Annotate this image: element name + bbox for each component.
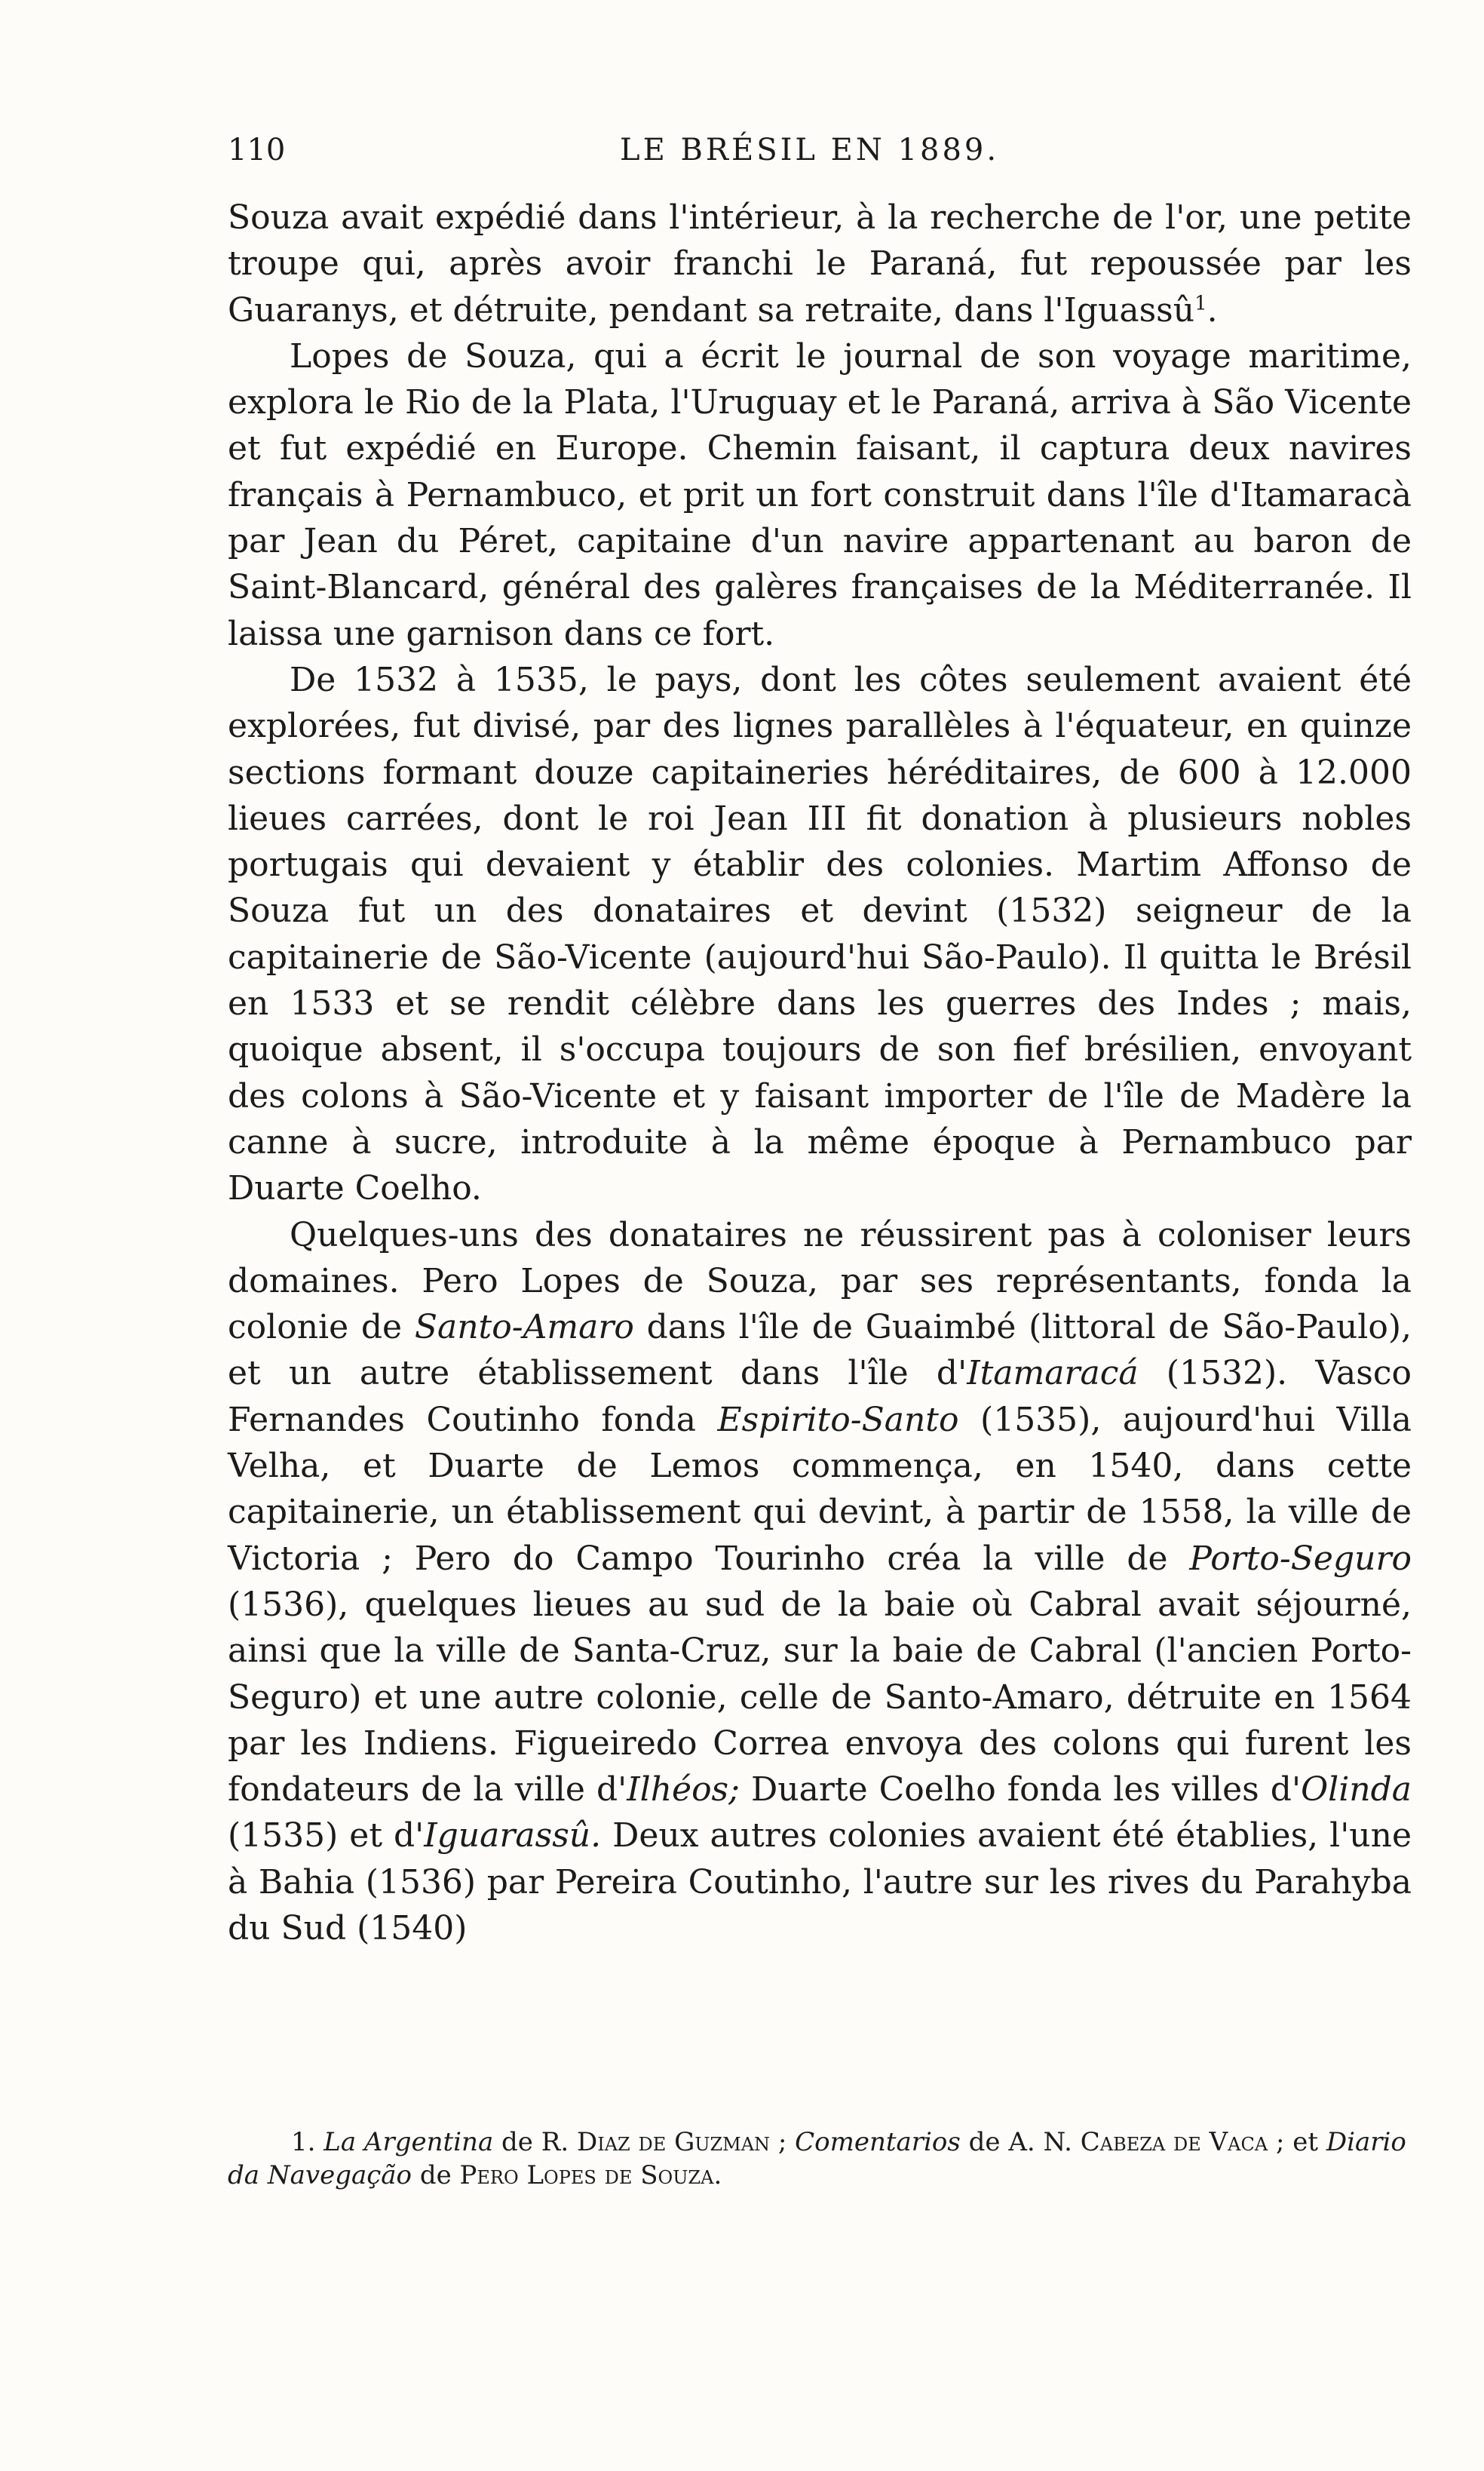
paragraph-1 <box>228 195 1412 333</box>
footnote-1 <box>228 2126 1412 2192</box>
paragraph-4-text: Duarte Coelho fonda les villes d' <box>739 1770 1302 1810</box>
author-name: A. N. Cabeza de Vaca <box>1008 2127 1268 2157</box>
paragraph-3: De 1532 à 1535, le pays, dont les côtes seulement avaient été explorées, fut divisé, par des lignes parallèles à l'équateur, en quinze sections formant douze capitaineries héréditaires, de 600 à 12.000 lieues carrées, dont le roi Jean III fit donation à plusieurs nobles portugais qui devaient y établir des colonies. Martim Affonso de Souza fut un des donataires et devint (1532) seigneur de la capitainerie de São-Vicente (aujourd'hui São-Paulo). Il quitta le Brésil en 1533 et se rendit célèbre dans les guerres des Indes ; mais, quoique absent, il s'occupa toujours de son fief brésilien, envoyant des colons à São-Vicente et y faisant importer de l'île de Madère la canne à sucre, introduite à la même époque à Pernambuco par Duarte Coelho. <box>228 660 1412 1208</box>
paragraph-4-text: Quelques-uns des donataires ne réussirent pas à coloniser leurs domaines. Pero Lopes de Souza, par ses représentants, fonda la colonie de <box>228 1215 1412 1347</box>
footnote-text: ; et <box>1268 2127 1326 2157</box>
paragraph-4-text: (1536), quelques lieues au sud de la baie où Cabral avait séjourné, ainsi que la ville de Santa-Cruz, sur la baie de Cabral (l'ancien Porto-Seguro) et une autre colonie, celle de Santo-Amaro, détruite en 1564 par les Indiens. Figueiredo Correa envoya des colons qui furent les fondateurs de la ville d' <box>228 1585 1412 1810</box>
paragraph-4-text: Deux autres colonies avaient été établies, l'une à Bahia (1536) par Pereira Coutinho, l'autre sur les rives du Parahyba du Sud (1540) <box>228 1816 1412 1948</box>
page-number: 110 <box>228 133 286 167</box>
book-title: Diario da Navegação <box>228 2127 1406 2190</box>
paragraph-4-text: (1535), aujourd'hui Villa Velha, et Duarte de Lemos commença, en 1540, dans cette capitainerie, un établissement qui devint, à partir de 1558, la ville de Victoria ; Pero do Campo Tourinho créa la ville de <box>228 1400 1412 1578</box>
place-name: Olinda <box>1301 1770 1412 1810</box>
footnote-text: de <box>412 2160 460 2190</box>
author-name: R. Diaz de Guzman <box>541 2127 771 2157</box>
place-name: Porto-Seguro <box>1189 1539 1412 1578</box>
footnote-reference: 1 <box>1194 291 1207 315</box>
body-text <box>228 195 1412 1951</box>
paragraph-2: Lopes de Souza, qui a écrit le journal de son voyage maritime, explora le Rio de la Plata, l'Uruguay et le Paraná, arriva à São Vicente et fut expédié en Europe. Chemin faisant, il captura deux navires français à Pernambuco, et prit un fort construit dans l'île d'Itamaracà par Jean du Péret, capitaine d'un navire appartenant au baron de Saint-Blancard, général des galères françaises de la Méditerranée. Il laissa une garnison dans ce fort. <box>228 336 1412 653</box>
footnotes <box>228 2126 1412 2192</box>
place-name: Iguarassû. <box>424 1816 602 1856</box>
footnote-text: de <box>493 2127 541 2157</box>
place-name: Santo-Amaro <box>414 1308 634 1347</box>
footnote-text: de <box>960 2127 1009 2157</box>
author-name: Pero Lopes de Souza <box>459 2160 714 2190</box>
paragraph-1-end: . <box>1207 290 1218 330</box>
paragraph-4 <box>228 1212 1412 1952</box>
paragraph-1-text: Souza avait expédié dans l'intérieur, à la recherche de l'or, une petite troupe qui, après avoir franchi le Paraná, fut repoussée par les Guaranys, et détruite, pendant sa retraite, dans l'Iguassû <box>228 198 1412 330</box>
book-title: Comentarios <box>795 2127 961 2157</box>
running-title: LE BRÉSIL EN 1889. <box>620 133 1000 167</box>
footnote-number: 1. <box>291 2127 316 2157</box>
footnote-text: . <box>713 2160 722 2190</box>
footnote-text: ; <box>770 2127 796 2157</box>
paragraph-4-text: dans l'île de Guaimbé (littoral de São-Paulo), et un autre établissement dans l'île d' <box>228 1308 1412 1393</box>
page-header <box>228 133 1412 178</box>
place-name: Itamaracá <box>967 1354 1139 1393</box>
place-name: Espirito-Santo <box>717 1400 959 1439</box>
place-name: Ilhéos; <box>627 1770 740 1810</box>
book-title: La Argentina <box>323 2127 494 2157</box>
paragraph-4-text: (1535) et d' <box>228 1816 425 1856</box>
paragraph-4-text: (1532). Vasco Fernandes Coutinho fonda <box>228 1354 1412 1439</box>
